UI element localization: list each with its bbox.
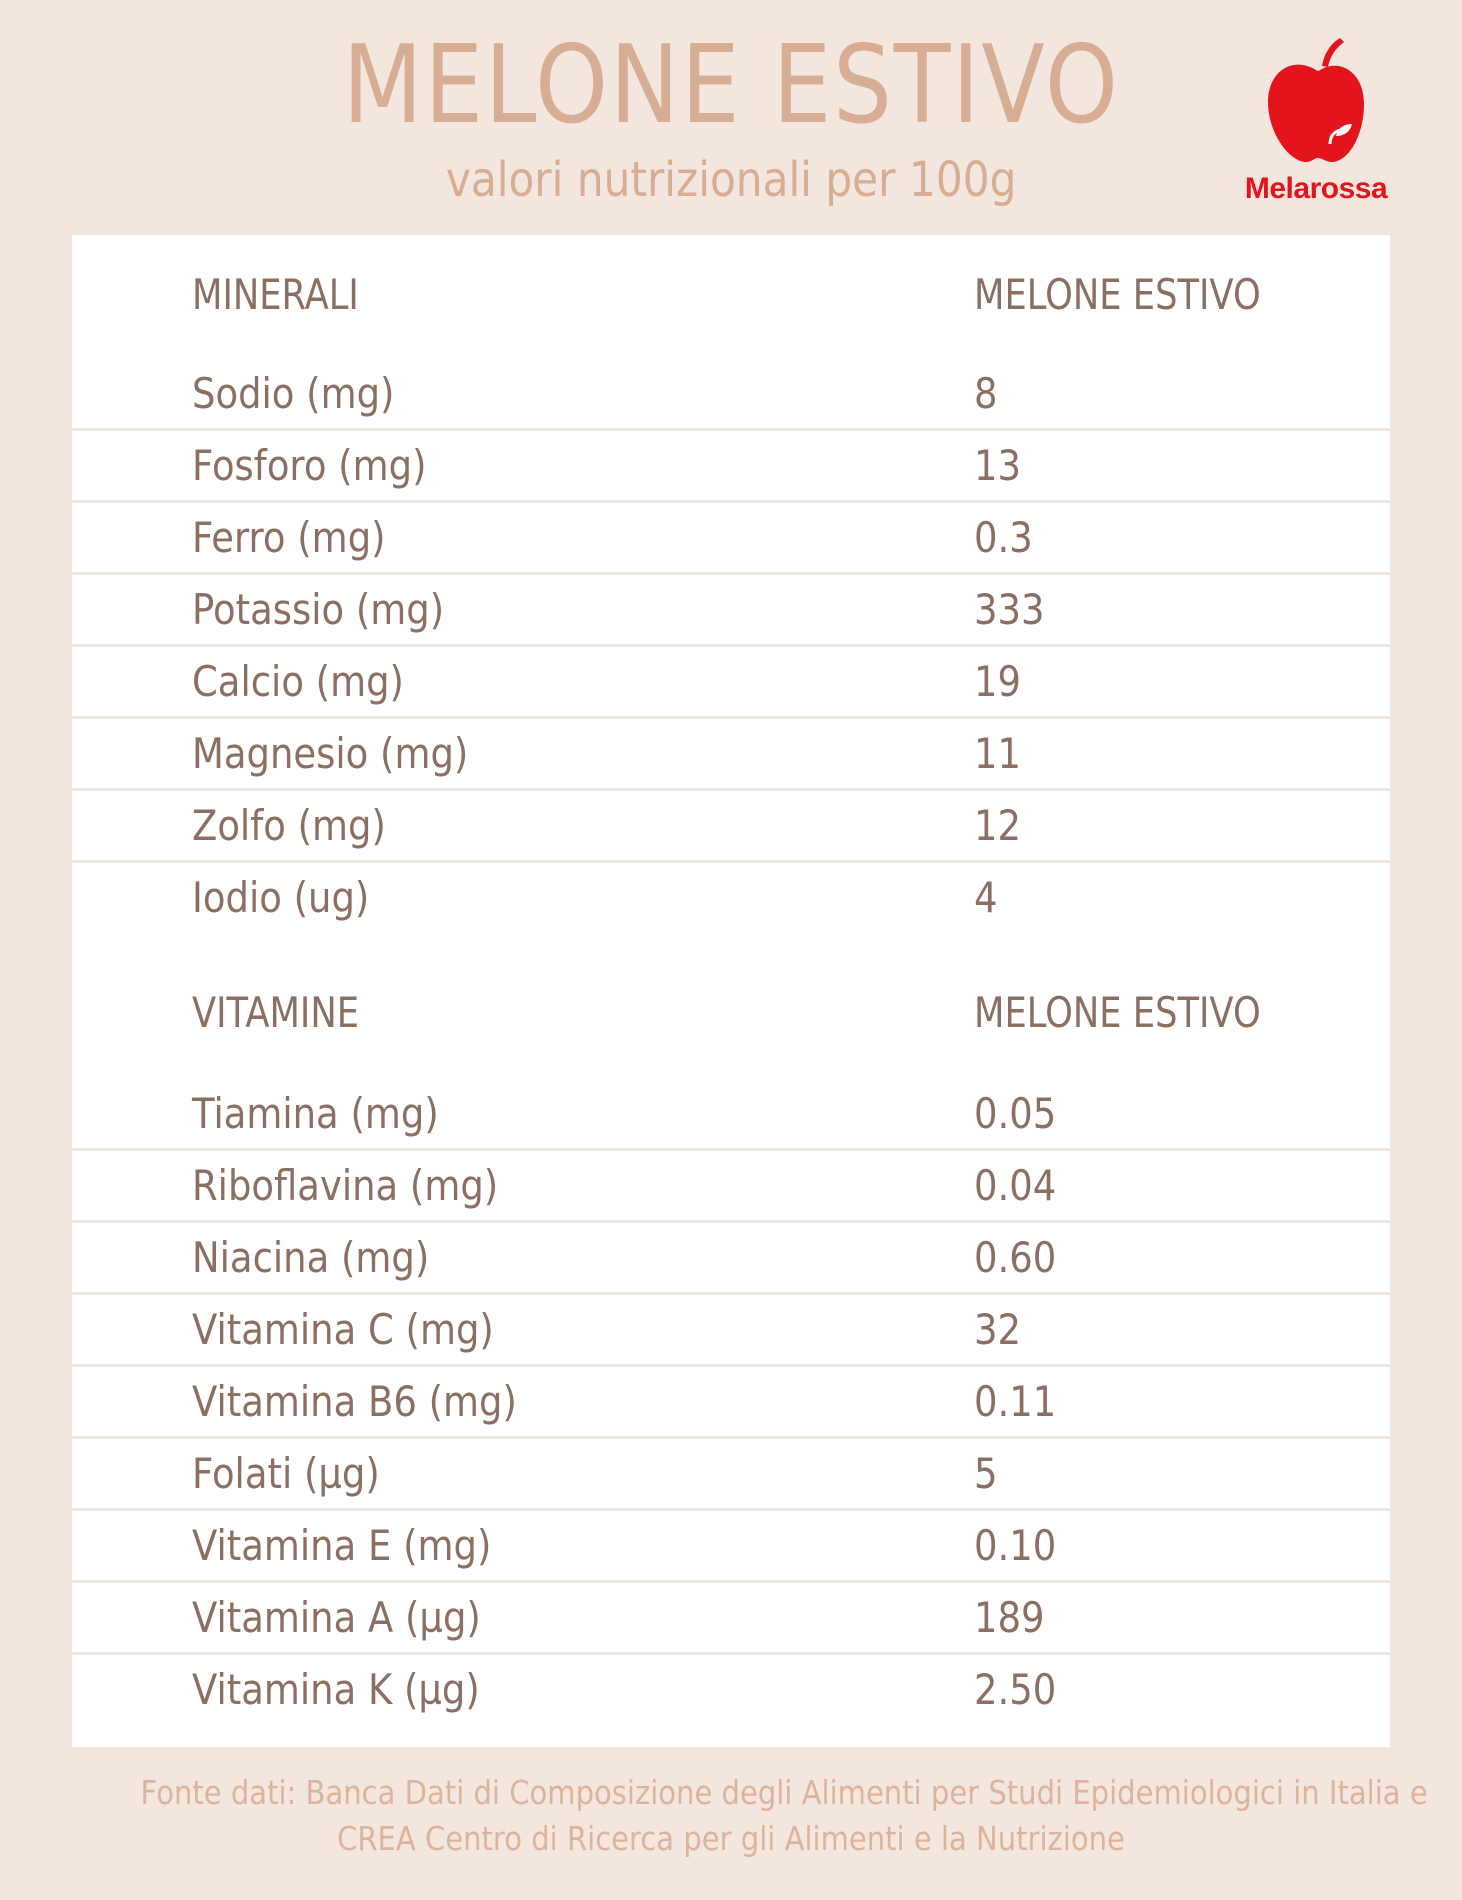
row-value: 0.3 bbox=[974, 513, 1033, 562]
row-name: Riboflavina (mg) bbox=[192, 1161, 499, 1210]
row-name: Zolfo (mg) bbox=[192, 801, 386, 850]
apple-icon bbox=[1264, 36, 1368, 166]
row-name: Fosforo (mg) bbox=[192, 441, 427, 490]
minerals-header bbox=[72, 265, 1390, 325]
row-value: 5 bbox=[974, 1449, 998, 1498]
row-name: Vitamina A (µg) bbox=[192, 1593, 481, 1642]
table-row bbox=[72, 503, 1390, 575]
table-row bbox=[72, 1511, 1390, 1583]
table-row bbox=[72, 1367, 1390, 1439]
row-name: Folati (µg) bbox=[192, 1449, 380, 1498]
vitamins-col2-header: MELONE ESTIVO bbox=[974, 988, 1261, 1037]
row-value: 8 bbox=[974, 369, 998, 418]
row-name: Ferro (mg) bbox=[192, 513, 386, 562]
row-value: 12 bbox=[974, 801, 1022, 850]
row-name: Vitamina K (µg) bbox=[192, 1665, 480, 1714]
table-row bbox=[72, 1223, 1390, 1295]
table-row bbox=[72, 1295, 1390, 1367]
table-row bbox=[72, 431, 1390, 503]
row-value: 0.05 bbox=[974, 1089, 1057, 1138]
vitamins-rows bbox=[72, 1079, 1390, 1727]
page-title: MELONE ESTIVO bbox=[342, 23, 1120, 148]
row-value: 11 bbox=[974, 729, 1022, 778]
row-value: 32 bbox=[974, 1305, 1022, 1354]
source-line-1: Fonte dati: Banca Dati di Composizione degli Alimenti per Studi Epidemiologici in Italia e bbox=[140, 1773, 1428, 1812]
row-name: Magnesio (mg) bbox=[192, 729, 469, 778]
row-value: 0.10 bbox=[974, 1521, 1057, 1570]
row-value: 2.50 bbox=[974, 1665, 1057, 1714]
row-name: Vitamina C (mg) bbox=[192, 1305, 494, 1354]
row-name: Iodio (ug) bbox=[192, 873, 370, 922]
row-name: Vitamina E (mg) bbox=[192, 1521, 492, 1570]
row-name: Potassio (mg) bbox=[192, 585, 445, 634]
page-subtitle: valori nutrizionali per 100g bbox=[445, 152, 1017, 208]
source-footnote bbox=[60, 1770, 1428, 1862]
vitamins-col1-header: VITAMINE bbox=[192, 988, 360, 1037]
table-row bbox=[72, 863, 1390, 935]
row-value: 19 bbox=[974, 657, 1022, 706]
minerals-col1-header: MINERALI bbox=[192, 270, 359, 319]
row-value: 0.04 bbox=[974, 1161, 1057, 1210]
brand-name: Melarossa bbox=[1244, 172, 1388, 205]
table-row bbox=[72, 359, 1390, 431]
row-value: 4 bbox=[974, 873, 998, 922]
table-row bbox=[72, 1583, 1390, 1655]
row-name: Tiamina (mg) bbox=[192, 1089, 439, 1138]
table-row bbox=[72, 575, 1390, 647]
source-line-2: CREA Centro di Ricerca per gli Alimenti e la Nutrizione bbox=[337, 1819, 1125, 1858]
table-row bbox=[72, 647, 1390, 719]
table-row bbox=[72, 719, 1390, 791]
minerals-rows bbox=[72, 359, 1390, 935]
row-name: Vitamina B6 (mg) bbox=[192, 1377, 517, 1426]
table-row bbox=[72, 791, 1390, 863]
page-header bbox=[0, 0, 1462, 235]
row-name: Sodio (mg) bbox=[192, 369, 395, 418]
row-value: 333 bbox=[974, 585, 1045, 634]
minerals-col2-header: MELONE ESTIVO bbox=[974, 270, 1261, 319]
row-name: Calcio (mg) bbox=[192, 657, 404, 706]
nutrition-table bbox=[72, 235, 1390, 1747]
table-row bbox=[72, 1439, 1390, 1511]
table-row bbox=[72, 1655, 1390, 1727]
row-value: 13 bbox=[974, 441, 1022, 490]
row-value: 189 bbox=[974, 1593, 1045, 1642]
table-row bbox=[72, 1151, 1390, 1223]
table-row bbox=[72, 1079, 1390, 1151]
row-value: 0.11 bbox=[974, 1377, 1057, 1426]
vitamins-header bbox=[72, 983, 1390, 1043]
brand-logo[interactable] bbox=[1236, 36, 1396, 208]
row-name: Niacina (mg) bbox=[192, 1233, 430, 1282]
row-value: 0.60 bbox=[974, 1233, 1057, 1282]
